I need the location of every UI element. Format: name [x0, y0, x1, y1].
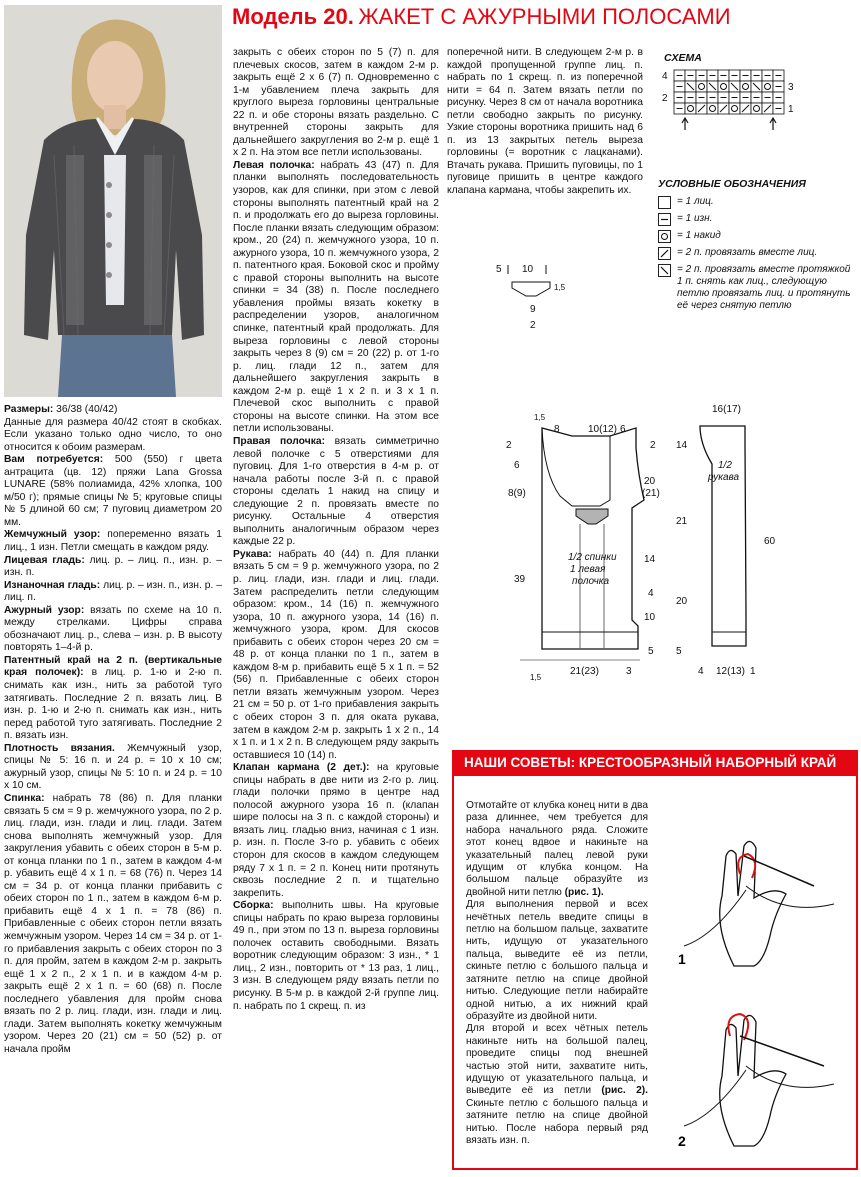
pattern-left-1: 2: [506, 440, 512, 451]
pattern-right-7: 5: [648, 646, 654, 657]
gauge-paragraph: Плотность вязания. Жемчужный узор, спицы № 5: 16 п. и 24 р. = 10 х 10 см; ажурный узор, спицы № 5: 10 п. и 24 р. = 10 х 10 см.: [4, 742, 222, 792]
assembly-paragraph: Сборка: выполнить швы. На круговые спицы набрать по краю выреза горловины 49 п., при этом по 13 п. выреза горловины полочек оставить свободными. Вязать воротник следующим образом: 3 изн., * 1 лиц., 2 изн., повторить от * 13 раз, 1 лиц., 3 изн. В следующем ряду вязать петли по рисунку. В 5-м р. в каждой 2-й группе лиц. п. набрать по 1 скрещ. п. из: [233, 900, 439, 1012]
reverse-stockinette-paragraph: Изнаночная гладь: лиц. р. – изн. п., изн. р. – лиц. п.: [4, 579, 223, 604]
hand-figure-2-icon: [674, 996, 844, 1161]
pattern-right-5: 4: [648, 588, 654, 599]
dash-cell-icon: [658, 213, 671, 226]
right-front-paragraph: Правая полочка: вязать симметрично левой полочке с 5 отверстиями для пуговиц. Для 1-го отверстия в 4-м р. от начала работы после 3-й п. с правой стороны сделать 1 накид на спицу и следующие 2 п. провязать вместе по рисунку. Остальные 4 отверстия выполнить аналогичным образом через каждые 22 р.: [233, 435, 439, 548]
model-photo-illustration: [4, 5, 222, 397]
pattern-right-3: (21): [642, 488, 660, 499]
page-title: [232, 4, 857, 32]
sleeve-outline: [700, 426, 746, 646]
model-name: ЖАКЕТ С АЖУРНЫМИ ПОЛОСАМИ: [358, 4, 731, 29]
legend-item-knit: = 1 лиц.: [658, 196, 858, 209]
hand-figure-1-icon: [674, 826, 844, 976]
pocket-dim-e: 2: [530, 320, 536, 331]
pattern-label-3: полочка: [572, 576, 610, 587]
pattern-bottom-1: 1,5: [530, 673, 542, 682]
pattern-right-2: 20: [644, 476, 656, 487]
text-column-1: [4, 404, 222, 1056]
tips-paragraph-1: Отмотайте от клубка конец нити в два раза длиннее, чем требуется для набора начального ряда. Сложите этот конец вдвое и накиньте на указательный палец левой руки идущим от клубка концом. На большом пальце образуйте из двойной нити петлю (рис. 1).: [466, 800, 648, 898]
pattern-top-3: 10(12): [588, 424, 617, 435]
model-photo: [4, 5, 222, 397]
scheme-cell: [740, 81, 751, 92]
pocket-dim-b: 10: [522, 264, 534, 275]
pattern-right-6: 10: [644, 612, 656, 623]
sleeve-top: 16(17): [712, 404, 741, 415]
figure-1-number: 1: [678, 951, 686, 967]
sleeve-label: 1/2: [718, 460, 732, 471]
tips-text: [466, 800, 648, 1147]
assembly-continued-paragraph: поперечной нити. В следующем 2-м р. в каждой пропущенной группе лиц. п. набрать по 1 скрещ. п. из поперечной нити = 64 п. Затем вязать петли по рисунку. Через 8 см от начала воротника петли свободно закрыть по рисунку. Узкие стороны воротника пришить над 6 п. из 13 закрытых петель выреза горловины (= воротник с лацканами). Втачать рукава. Пришить пуговицы, по 1 пуговице пришить в центре каждого клапана кармана, чтобы закрепить их.: [447, 47, 643, 197]
pattern-right-4: 14: [644, 554, 656, 565]
scheme-row-number-right: 1: [788, 104, 794, 115]
pattern-bottom-3: 3: [626, 666, 632, 677]
scheme-cell: [718, 81, 729, 92]
pattern-bottom-2: 21(23): [570, 666, 599, 677]
blank-cell-icon: [658, 196, 671, 209]
sleeve-num-5: 60: [764, 536, 776, 547]
sleeves-paragraph: Рукава: набрать 40 (44) п. Для планки вязать 5 см = 9 р. жемчужного узора, по 2 р. лиц. глади, изн. глади и лиц. глади. Затем распределить петли следующим образом: кром., 14 (16) п. жемчужного узора, 10 п. ажурного узора, 14 (16) п. жемчужного узора, кром. Для скосов прибавить с обеих сторон через 20 см = 48 р. от конца планки по 1 п., затем в каждом 8-м р. прибавить ещё 5 х 1 п. = 52 (56) п. Прибавленные с обеих сторон петли вязать жемчужным узором. Через 21 см = 50 р. от 1-го прибавления закрыть с обеих сторон 3 п. для оката рукава, затем в каждом 2-м р. закрыть 1 х 2 п., 14 х 1 п. и 1 х 2 п. В следующем ряду закрыть оставшиеся 10 (14) п.: [233, 548, 439, 761]
sizes-note-paragraph: Данные для размера 40/42 стоят в скобках. Если указано только одно число, то оно относится к обоим размерам.: [4, 416, 222, 453]
text-column-3: [447, 47, 643, 198]
legend-item-yarn-over: = 1 накид: [658, 230, 858, 243]
sleeve-bottom-3: 1: [750, 666, 756, 677]
scheme-title: СХЕМА: [664, 52, 702, 64]
materials-paragraph: Вам потребуется: 500 (550) г цвета антрацита (цв. 12) пряжи Lana Grossa LUNARE (58% полиамида, 42% хлопка, 100 м/50 г); прямые спицы № 5; круговые спицы № 5 длиной 60 см; 7 пуговиц диаметром 20 мм.: [4, 454, 222, 528]
scheme-cell: [729, 103, 740, 114]
back-paragraph: Спинка: набрать 78 (86) п. Для планки связать 5 см = 9 р. жемчужного узора, по 2 р. лиц. глади, изн. глади и лиц. глади. Затем снова выполнять жемчужный узор. Для закругления убавить с обеих сторон в 5-м р. от конца планки по 1 п., затем в каждом 4-м р. убавить ещё 4 х 1 п. = 68 (76) п. Через 14 см = 34 р. от конца планки прибавить с обеих сторон по 1 п., затем в каждом 6-м р. прибавить ещё 4 х 1 п. = 78 (86) п. Прибавленные с обеих сторон петли вязать жемчужным узором. Через 14 см = 34 р. от 1-го прибавления закрыть с обеих сторон по 3 п. для пройм, затем в каждом 2-м р. закрыть ещё 1 х 2 п., 2 х 1 п. и в каждом 4-м р. закрыть ещё 2 х 1 п. = 60 (68) п. После последнего убавления для пройм снова вязать по 2 р. лиц. глади, изн. глади и лиц. глади. Затем выполнять кокетку жемчужным узором. Через 20 (21) см = 50 (52) р. от начала пройм: [4, 792, 222, 1055]
pattern-top-2: 8: [554, 424, 560, 435]
scheme-cell: [696, 81, 707, 92]
back-outline: [542, 428, 644, 649]
pocket-flap-diagram: [490, 262, 580, 337]
sleeve-bottom-1: 4: [698, 666, 704, 677]
pattern-left-4: 39: [514, 574, 526, 585]
scheme-cell: [685, 103, 696, 114]
legend-item-k2tog: = 2 п. провязать вместе лиц.: [658, 247, 858, 260]
legend-item-ssk: = 2 п. провязать вместе протяжкой 1 п. снять как лиц., следующую петлю провязать лиц. и протянуть её через снятую петлю: [658, 264, 858, 312]
sleeve-label-2: рукава: [708, 472, 740, 483]
lace-pattern-paragraph: Ажурный узор: вязать по схеме на 10 п. между стрелками. Цифры справа обозначают лиц. р., слева – изн. р. В высоту повторять 1–4-й р.: [4, 604, 222, 654]
pattern-right-1: 2: [650, 440, 656, 451]
scheme-cell: [762, 81, 773, 92]
sizes-paragraph: Размеры: 36/38 (40/42): [4, 404, 118, 415]
pattern-diagram: [500, 404, 860, 694]
figure-2-number: 2: [678, 1133, 686, 1149]
patent-edge-paragraph: Патентный край на 2 п. (вертикальные края полочек): в лиц. р. 1-ю и 2-ю п. снимать как изн., нить за работой туго затягивать. Последние 2 п. вязать лиц. В изн. р. 1-ю и 2-ю п. снимать как изн., нить перед работой туго затягивать. Последние 2 п. вязать изн.: [4, 654, 222, 742]
scheme-row-number-left: 4: [662, 71, 668, 82]
circle-cell-icon: [658, 230, 671, 243]
scheme-repeat-arrow: [770, 118, 776, 130]
scheme-chart: [660, 64, 810, 132]
pocket-dim-d: 9: [530, 304, 536, 315]
sleeve-num-2: 21: [676, 516, 688, 527]
pattern-left-2: 6: [514, 460, 520, 471]
pattern-left-3: 8(9): [508, 488, 526, 499]
legend-title: УСЛОВНЫЕ ОБОЗНАЧЕНИЯ: [658, 178, 806, 190]
scheme-cell: [707, 103, 718, 114]
model-number: Модель 20.: [232, 4, 354, 29]
sleeve-num-3: 20: [676, 596, 688, 607]
pattern-label-1: 1/2 спинки: [568, 552, 617, 563]
backslash-cell-icon: [658, 264, 671, 277]
pocket-flap-paragraph: Клапан кармана (2 дет.): на круговые спицы набрать в две нити из 2-го р. лиц. глади полочки прямо в центре над полосой ажурного узора 16 п. (клапан шире полосы на 3 п. с каждой стороны) и вязать лиц. гладью вниз, начиная с 1 изн. р. изн. п. После 3-го р. убавить с обеих сторон для скосов в каждом следующем ряду 7 х 1 п. = 2 п. Конец нити протянуть сквозь последние 2 п. и тщательно закрепить.: [233, 762, 439, 899]
pattern-top-4: 6: [620, 424, 626, 435]
sleeve-bottom-2: 12(13): [716, 666, 745, 677]
scheme-row-number-left: 2: [662, 93, 668, 104]
scheme-row-number-right: 3: [788, 82, 794, 93]
sleeve-num-4: 5: [676, 646, 682, 657]
back-continued-paragraph: закрыть с обеих сторон по 5 (7) п. для плечевых скосов, затем в каждом 2-м р. закрыть ещё 2 х 6 (7) п. Одновременно с 1-м убавлением плеча закрыть для круглого выреза горловины центральные 22 п. и обе стороны вязать раздельно. С внутренней стороны закрыть для дальнейшего закругления во 2-м р. ещё 1 х 2 п. На этом все петли использованы.: [233, 47, 439, 159]
tips-header: НАШИ СОВЕТЫ: КРЕСТООБРАЗНЫЙ НАБОРНЫЙ КРАЙ: [452, 750, 858, 776]
tips-paragraph-2: Для выполнения первой и всех нечётных петель введите спицы в петлю на большом пальце, захватите нить, идущую от указательного пальца, выведите её из петли, скиньте петлю с большого пальца и затяните петлю на спице двойной нитью. Следующие петли набирайте одной нитью, а их нижний край образуйте из двойной нити.: [466, 899, 648, 1022]
scheme-cell: [751, 103, 762, 114]
pearl-pattern-paragraph: Жемчужный узор: попеременно вязать 1 лиц., 1 изн. Петли смещать в каждом ряду.: [4, 529, 222, 554]
pocket-dim-a: 5: [496, 264, 502, 275]
left-front-paragraph: Левая полочка: набрать 43 (47) п. Для планки выполнять последовательность узоров, как для спинки, при этом с левой стороны выполнять патентный край на 2 п. и продолжать его до выреза горловины. После планки вязать следующим образом: кром., 20 (24) п. жемчужного узора, 10 п. ажурного узора, 10 п. жемчужного узора, 2 п. патентного края. Боковой скос и пройму с правой стороны выполнить на высоте спинки = 34 (38) п. После последнего убавления проймы вязать кокетку в распределении узоров, аналогичном спинке, патентный край продолжать. Для выреза горловины с левой стороны закрыть через 8 (9) см = 20 (22) р. от 1-го р. лиц. глади 12 п., затем для дальнейшего закругления закрыть в каждом 2-м р. ещё 1 х 2 п. и 3 х 1 п. Плечевой скос выполнить с правой стороны на высоте спинки. На этом все петли использованы.: [233, 159, 440, 435]
tips-box: [452, 776, 858, 1170]
scheme-block: [664, 52, 854, 64]
pocket-dim-c: 1,5: [554, 283, 566, 292]
legend-block: [658, 178, 858, 316]
pattern-label-2: 1 левая: [570, 564, 606, 575]
scheme-repeat-arrow: [682, 118, 688, 130]
slash-cell-icon: [658, 247, 671, 260]
tips-paragraph-3: Для второй и всех чётных петель накиньте нить на большой палец, проведите спицы под внешней частью этой нити, захватите нить, идущую от указательного пальца, и выведите её из петли (рис. 2). Скиньте петлю с большого пальца и затяните петлю на спице двойной нитью. После набора первый ряд вязать изн. п.: [466, 1023, 648, 1146]
sleeve-num-1: 14: [676, 440, 688, 451]
pattern-top-1: 1,5: [534, 413, 546, 422]
text-column-2: [233, 47, 439, 1013]
legend-item-purl: = 1 изн.: [658, 213, 858, 226]
stockinette-paragraph: Лицевая гладь: лиц. р. – лиц. п., изн. р. – изн. п.: [4, 554, 222, 579]
